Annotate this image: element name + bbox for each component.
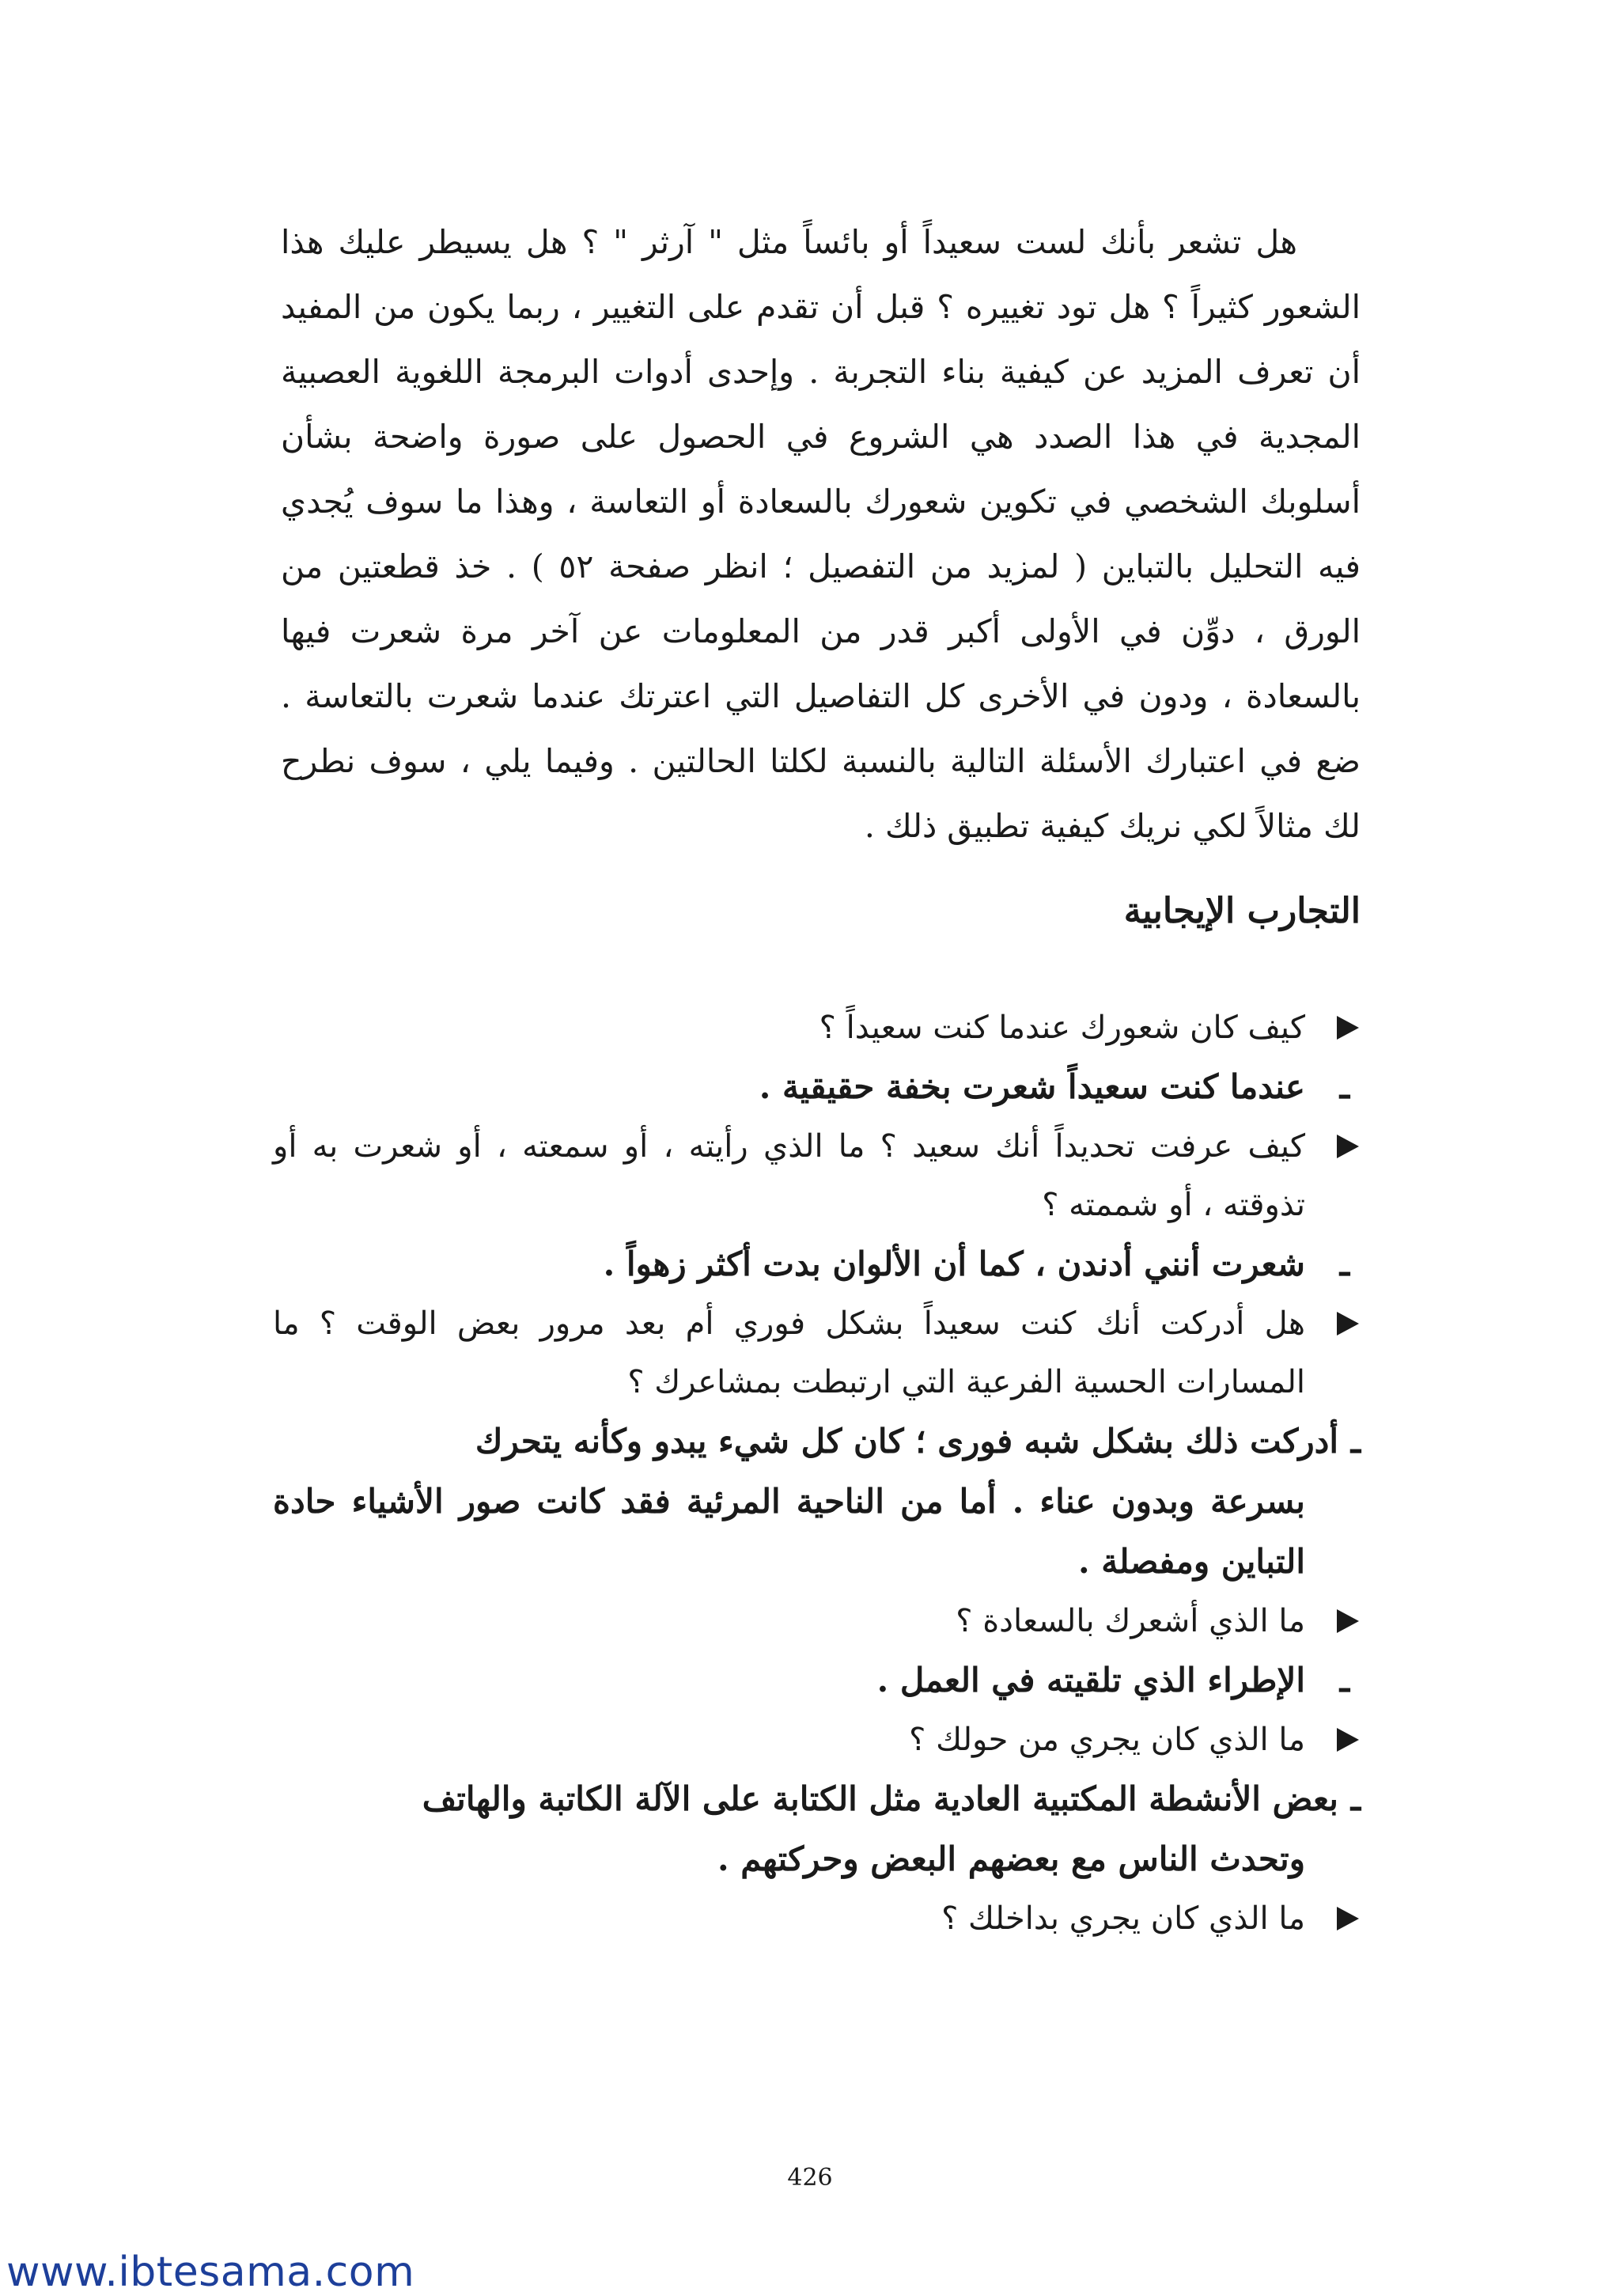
answer-text: شعرت أنني أدندن ، كما أن الألوان بدت أكثر زهواً . bbox=[603, 1245, 1305, 1283]
question-text: كيف عرفت تحديداً أنك سعيد ؟ ما الذي رأيته ، أو سمعته ، أو شعرت به أو تذوقته ، أو شممته ؟ bbox=[273, 1128, 1305, 1223]
triangle-left-icon bbox=[1337, 1016, 1359, 1040]
answer-text: أدركت ذلك بشكل شبه فورى ؛ كان كل شيء يبدو وكأنه يتحرك bbox=[475, 1422, 1338, 1461]
answer-text: بعض الأنشطة المكتبية العادية مثل الكتابة على الآلة الكاتبة والهاتف bbox=[422, 1779, 1338, 1818]
question bbox=[273, 1294, 1361, 1411]
section-heading: التجارب الإيجابية bbox=[1123, 891, 1361, 931]
question-text: ما الذي أشعرك بالسعادة ؟ bbox=[956, 1603, 1305, 1639]
answer bbox=[273, 1650, 1361, 1711]
triangle-left-icon bbox=[1337, 1728, 1359, 1752]
answer-text: الإطراء الذي تلقيته في العمل . bbox=[876, 1661, 1305, 1699]
qa-item bbox=[273, 1592, 1361, 1711]
question bbox=[273, 1117, 1361, 1234]
watermark-url: www.ibtesama.com bbox=[6, 2249, 415, 2296]
answer-text-continued: بسرعة وبدون عناء . أما من الناحية المرئية فقد كانت صور الأشياء حادة التباين ومفصلة . bbox=[273, 1482, 1305, 1581]
question-text: ما الذي كان يجري من حولك ؟ bbox=[909, 1722, 1305, 1758]
answer-dash: ـ bbox=[1350, 1422, 1361, 1461]
question bbox=[273, 1889, 1361, 1948]
qa-list bbox=[273, 998, 1361, 1948]
answer-dash: ـ bbox=[1350, 1779, 1361, 1818]
page-number: 426 bbox=[787, 2164, 833, 2192]
triangle-left-icon bbox=[1337, 1907, 1359, 1930]
answer bbox=[273, 1057, 1361, 1117]
intro-paragraph: هل تشعر بأنك لست سعيداً أو بائساً مثل " آرثر " ؟ هل يسيطر عليك هذا الشعور كثيراً ؟ هل تود تغييره ؟ قبل أن تقدم على التغيير ، ربما يكون من المفيد أن تعرف المزيد عن كيفية بناء التجربة . وإحدى أدوات البرمجة اللغوية العصبية المجدية في هذا الصدد هي الشروع في الحصول على صورة واضحة بشأن أسلوبك الشخصي في تكوين شعورك بالسعادة أو التعاسة ، وهذا ما سوف يُجدي فيه التحليل بالتباين ( لمزيد من التفصيل ؛ انظر صفحة ٥٢ ) . خذ قطعتين من الورق ، دوِّن في الأولى أكبر قدر من المعلومات عن آخر مرة شعرت فيها بالسعادة ، ودون في الأخرى كل التفاصيل التي اعترتك عندما شعرت بالتعاسة . ضع في اعتبارك الأسئلة التالية بالنسبة لكلتا الحالتين . وفيما يلي ، سوف نطرح لك مثالاً لكي نريك كيفية تطبيق ذلك . bbox=[281, 223, 1361, 845]
triangle-left-icon bbox=[1337, 1135, 1359, 1158]
question-text: كيف كان شعورك عندما كنت سعيداً ؟ bbox=[819, 1010, 1305, 1046]
answer-text-continued: وتحدث الناس مع بعضهم البعض وحركتهم . bbox=[717, 1839, 1305, 1878]
qa-item bbox=[273, 1711, 1361, 1889]
question-text: هل أدركت أنك كنت سعيداً بشكل فوري أم بعد مرور بعض الوقت ؟ ما المسارات الحسية الفرعية التي ارتبطت بمشاعرك ؟ bbox=[273, 1305, 1305, 1400]
question-text: ما الذي كان يجري بداخلك ؟ bbox=[941, 1900, 1305, 1937]
question bbox=[273, 1711, 1361, 1769]
answer-dash: ـ bbox=[1339, 1245, 1349, 1283]
intro-paragraph-block bbox=[281, 210, 1361, 858]
answer bbox=[273, 1411, 1361, 1592]
answer bbox=[273, 1234, 1361, 1294]
qa-item bbox=[273, 1294, 1361, 1592]
answer-dash: ـ bbox=[1339, 1661, 1349, 1699]
triangle-left-icon bbox=[1337, 1609, 1359, 1633]
answer bbox=[273, 1769, 1361, 1889]
question bbox=[273, 998, 1361, 1057]
answer-text: عندما كنت سعيداً شعرت بخفة حقيقية . bbox=[759, 1067, 1305, 1106]
qa-item bbox=[273, 998, 1361, 1117]
question bbox=[273, 1592, 1361, 1650]
qa-item bbox=[273, 1889, 1361, 1948]
answer-dash: ـ bbox=[1339, 1067, 1349, 1106]
triangle-left-icon bbox=[1337, 1312, 1359, 1336]
qa-item bbox=[273, 1117, 1361, 1294]
